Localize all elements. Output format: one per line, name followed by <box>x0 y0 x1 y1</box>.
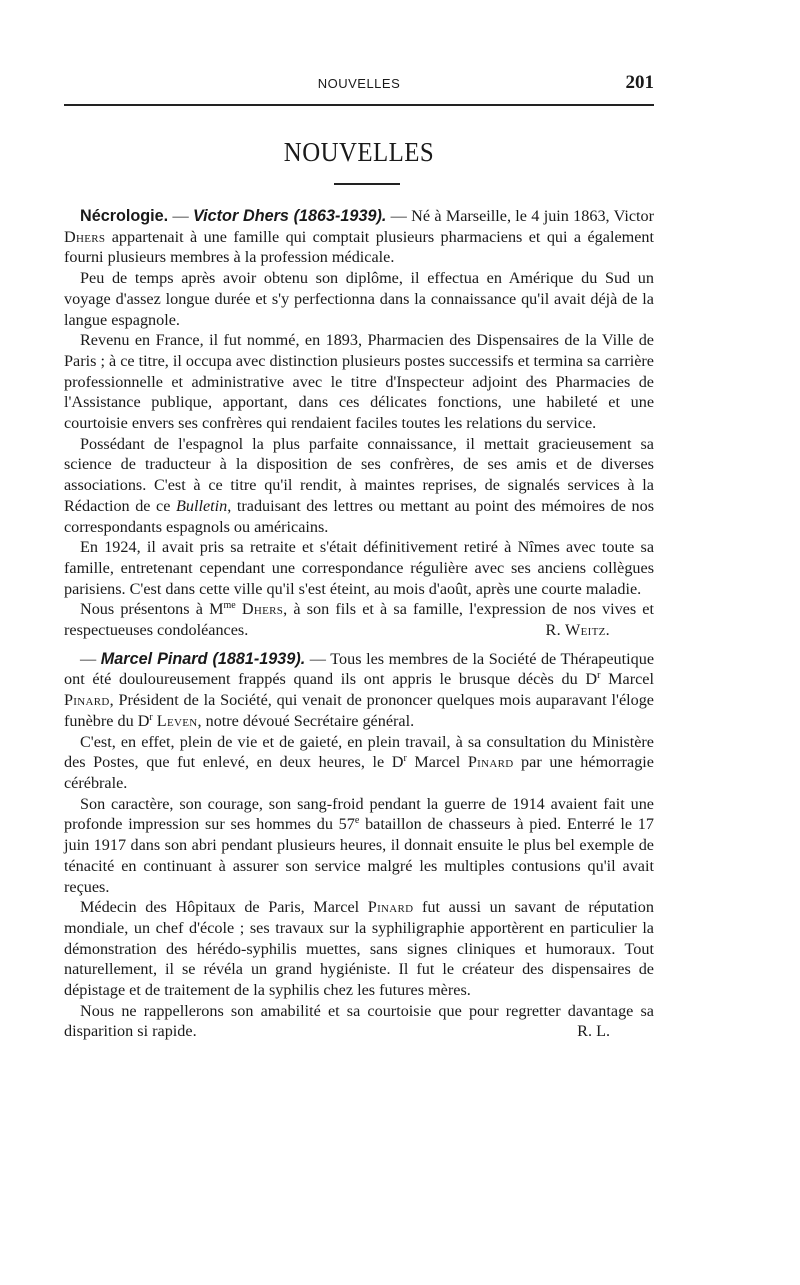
obituary-1-paragraph-6 <box>64 599 654 640</box>
text-run: — Né à Marseille, le 4 juin 1863, Victor <box>386 207 655 225</box>
title-rule <box>334 183 400 185</box>
text-run: Son caractère, son courage, son sang-froid pendant la guerre de 1914 avaient fait une profonde impression sur ses hommes du 57 <box>64 794 654 834</box>
bulletin-title: Bulletin <box>176 496 228 515</box>
surname: Dhers <box>64 227 106 246</box>
text-run: Marcel <box>600 670 654 689</box>
obituary-2-paragraph-4 <box>64 897 654 1001</box>
text-run: C'est, en effet, plein de vie et de gaieté, en plein travail, à sa consultation du Ministère des Postes, que fut enlevé, en deux heures, le D <box>64 732 654 772</box>
rubric-necrologie: Nécrologie. <box>80 207 169 225</box>
section-title: NOUVELLES <box>283 137 435 167</box>
running-header <box>64 72 654 100</box>
superscript: r <box>403 753 407 765</box>
text-run: par une hémorragie cérébrale. <box>64 753 654 792</box>
dash: — <box>168 207 193 225</box>
superscript: e <box>354 815 360 827</box>
text-run: Possédant de l'espagnol la plus parfaite connaissance, il mettait gracieusement sa science de traducteur à la disposition de ses confrères, de ses amis et de diverses associations. C'est à ce titre qu'il rendit, à maintes reprises, de signalés services à la Rédaction de ce <box>64 434 654 515</box>
surname: Pinard <box>467 753 514 772</box>
page-number: 201 <box>625 72 654 93</box>
obituary-2-paragraph-3 <box>64 794 654 898</box>
text-run: fut aussi un savant de réputation mondiale, un chef d'école ; ses travaux sur la syphiligraphie apportèrent en particulier la démonstration des hérédo-syphilis muettes, sans signes cliniques et humoraux. Tout naturellement, il se révéla un grand hygiéniste. Il fut le créateur des dispensaires de dépistage et de traitement de la syphilis chez les futures mères. <box>64 898 654 1000</box>
spacer <box>64 641 654 649</box>
text-run: Marcel <box>406 753 468 772</box>
obituary-2-paragraph-2 <box>64 732 654 794</box>
obituary-1-paragraph-3: Revenu en France, il fut nommé, en 1893, Pharmacien des Dispensaires de la Ville de Paris ; à ce titre, il occupa avec distinction plusieurs postes successifs et termina sa carrière professionnelle et administrative avec le titre d'Inspecteur adjoint des Pharmacies de l'Assistance publique, apportant, dans ces délicates fonctions, une habileté et une courtoisie envers ses confrères qui rendaient faciles toutes les relations du service. <box>64 331 654 433</box>
obituary-1-paragraph-2: Peu de temps après avoir obtenu son diplôme, il effectua en Amérique du Sud un voyage d'assez longue durée et s'y perfectionna dans la connaissance qu'il avait déjà de la langue espagnole. <box>64 269 654 329</box>
obituary-1-heading: Victor Dhers (1863-1939). <box>192 207 387 225</box>
article-body <box>64 206 654 1042</box>
signature: R. L. <box>577 1022 610 1041</box>
surname: Pinard <box>64 691 110 710</box>
dash: — <box>80 649 101 668</box>
obituary-1-paragraph-4 <box>64 434 654 538</box>
text-run: Nous ne rappellerons son amabilité et sa courtoisie que pour regretter davantage sa disparition si rapide. <box>64 1001 654 1041</box>
obituary-1-paragraph-1 <box>64 206 654 268</box>
superscript: r <box>597 670 601 682</box>
text-run: , notre dévoué Secrétaire général. <box>197 711 415 730</box>
text-run: Nous présentons à M <box>80 600 224 619</box>
surname: Leven <box>156 711 198 730</box>
text-run: , Président de la Société, qui venait de prononcer quelques mois auparavant l'éloge funèbre du D <box>64 691 654 730</box>
obituary-2-paragraph-5 <box>64 1001 654 1042</box>
running-title: NOUVELLES <box>317 76 401 91</box>
text-run: , à son fils et à sa famille, l'expression de nos vives et respectueuses condoléances. <box>64 600 654 640</box>
header-rule <box>64 104 654 106</box>
surname: Pinard <box>367 898 414 917</box>
text-run: , traduisant des lettres ou mettant au point des mémoires de nos correspondants espagnols ou américains. <box>64 496 654 536</box>
obituary-1-paragraph-5: En 1924, il avait pris sa retraite et s'était définitivement retiré à Nîmes avec toute sa famille, entretenant cependant une correspondance régulière avec ses anciens collègues parisiens. C'est dans cette ville qu'il s'est éteint, au mois d'août, après une courte maladie. <box>64 538 654 598</box>
obituary-2-heading: Marcel Pinard (1881-1939). <box>100 649 306 668</box>
text-run: — Tous les membres de la Société de Thérapeutique ont été douloureusement frappés quand ils ont appris le brusque décès du D <box>64 649 655 689</box>
surname: Dhers <box>241 600 284 619</box>
signature: R. Weitz. <box>545 621 610 640</box>
superscript: me <box>223 600 236 612</box>
obituary-2-paragraph-1 <box>64 649 654 732</box>
superscript: r <box>149 711 153 723</box>
text-run: Médecin des Hôpitaux de Paris, Marcel <box>80 898 368 917</box>
text-run: bataillon de chasseurs à pied. Enterré le 17 juin 1917 dans son abri pendant plusieurs heures, il donnait ensuite le plus bel exemple de ténacité en continuant à assurer son service malgré les multiples contusions qu'il avait reçues. <box>64 815 654 896</box>
text-run: appartenait à une famille qui comptait plusieurs pharmaciens et qui a également fourni plusieurs membres à la profession médicale. <box>64 227 654 267</box>
